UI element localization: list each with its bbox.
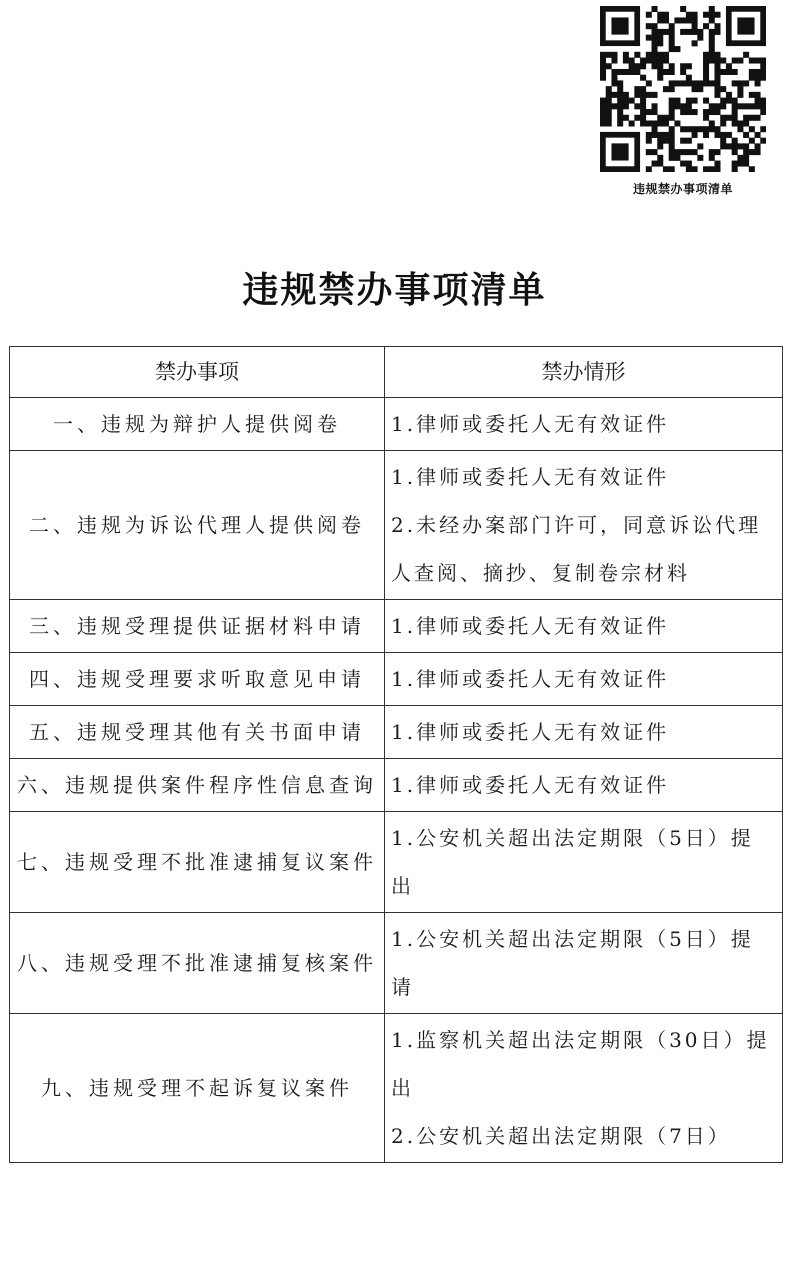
condition-line: 2.未经办案部门许可，同意诉讼代理人查阅、摘抄、复制卷宗材料 [391,513,762,585]
table-header-row [10,347,783,398]
header-condition: 禁办情形 [385,347,783,398]
prohibited-conditions [385,451,783,600]
condition-line: 1.监察机关超出法定期限（30日）提出 [391,1028,770,1100]
prohibited-conditions [385,706,783,759]
table-row [10,398,783,451]
condition-line: 1.律师或委托人无有效证件 [391,614,670,638]
rules-table [9,346,783,1163]
prohibited-item: 一、违规为辩护人提供阅卷 [10,398,385,451]
table-row [10,1014,783,1163]
condition-line: 1.律师或委托人无有效证件 [391,465,670,489]
prohibited-item: 三、违规受理提供证据材料申请 [10,600,385,653]
page-title: 违规禁办事项清单 [242,270,547,311]
prohibited-item: 四、违规受理要求听取意见申请 [10,653,385,706]
prohibited-item: 六、违规提供案件程序性信息查询 [10,759,385,812]
condition-line: 1.公安机关超出法定期限（5日）提出 [391,826,754,898]
condition-line: 1.公安机关超出法定期限（5日）提请 [391,927,754,999]
prohibited-item: 九、违规受理不起诉复议案件 [10,1014,385,1163]
prohibited-item: 七、违规受理不批准逮捕复议案件 [10,812,385,913]
prohibited-item: 五、违规受理其他有关书面申请 [10,706,385,759]
qr-caption: 违规禁办事项清单 [632,182,733,196]
prohibited-conditions [385,600,783,653]
table-row [10,600,783,653]
qr-code-icon[interactable] [600,6,766,172]
table-row [10,913,783,1014]
prohibited-conditions [385,759,783,812]
prohibited-conditions [385,812,783,913]
prohibited-conditions [385,398,783,451]
table-row [10,706,783,759]
condition-line: 1.律师或委托人无有效证件 [391,720,670,744]
prohibited-item: 八、违规受理不批准逮捕复核案件 [10,913,385,1014]
condition-line: 2.公安机关超出法定期限（7日） [391,1124,731,1148]
table-row [10,759,783,812]
table-row [10,451,783,600]
condition-line: 1.律师或委托人无有效证件 [391,412,670,436]
table-row [10,812,783,913]
condition-line: 1.律师或委托人无有效证件 [391,773,670,797]
header-item: 禁办事项 [10,347,385,398]
prohibited-item: 二、违规为诉讼代理人提供阅卷 [10,451,385,600]
table-row [10,653,783,706]
prohibited-conditions [385,913,783,1014]
condition-line: 1.律师或委托人无有效证件 [391,667,670,691]
prohibited-conditions [385,653,783,706]
qr-code-block [600,6,766,197]
prohibited-conditions [385,1014,783,1163]
